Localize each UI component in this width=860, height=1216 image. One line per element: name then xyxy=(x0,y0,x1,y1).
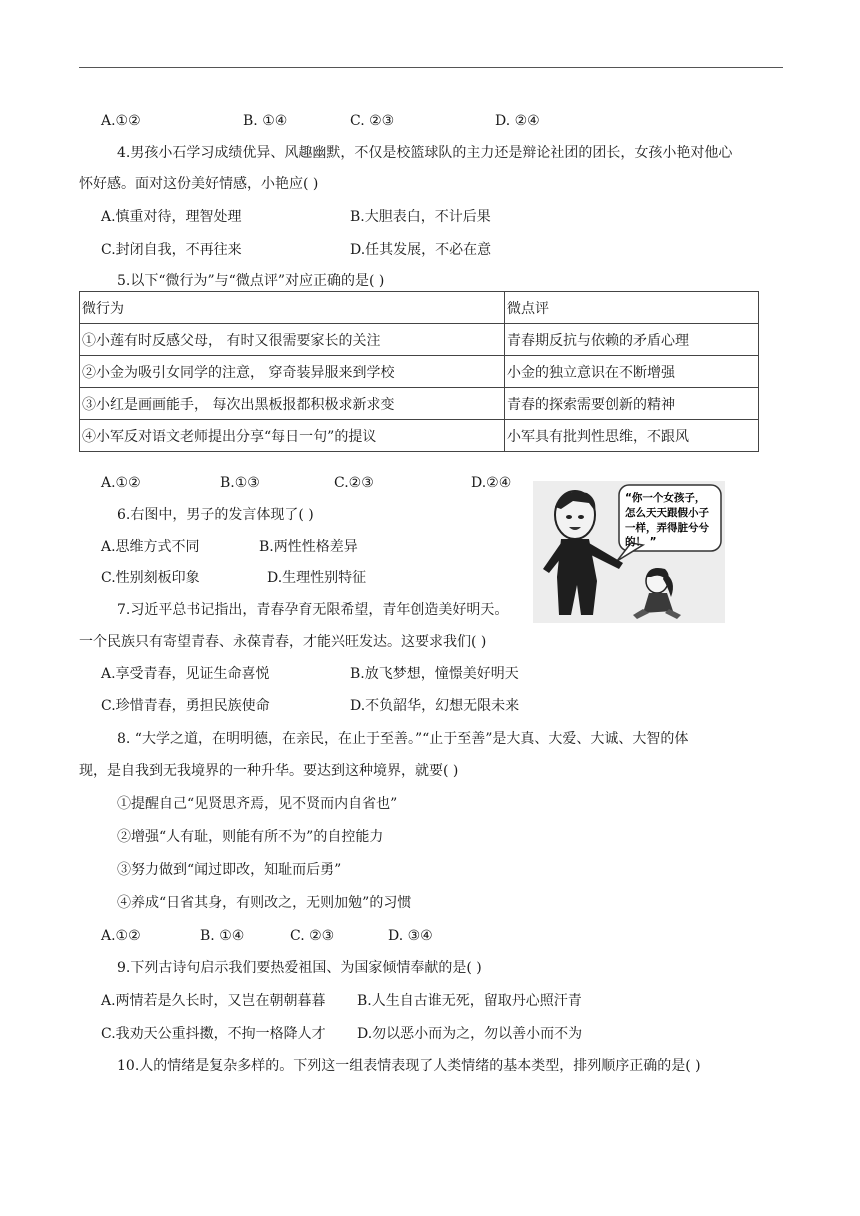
speech-line-4: 的！ ” xyxy=(625,536,657,548)
q6-option-c: C.性别刻板印象 xyxy=(101,570,200,586)
table-row xyxy=(80,324,759,356)
table-cell: ④小军反对语文老师提出分享“每日一句”的提议 xyxy=(80,420,505,452)
cartoon-illustration xyxy=(533,481,725,623)
q6-stem: 6.右图中，男子的发言体现了( ) xyxy=(117,507,314,523)
table-row xyxy=(80,388,759,420)
q5-option-c: C.②③ xyxy=(334,475,374,491)
table-cell: 小军具有批判性思维，不跟风 xyxy=(505,420,759,452)
header-rule xyxy=(79,67,783,68)
q3-option-c: C. ②③ xyxy=(350,113,395,129)
q5-option-d: D.②④ xyxy=(471,475,512,491)
q9-option-a: A.两情若是久长时，又岂在朝朝暮暮 xyxy=(101,993,326,1009)
q7-option-c: C.珍惜青春，勇担民族使命 xyxy=(101,698,270,714)
q5-option-a: A.①② xyxy=(101,475,141,491)
q5-option-b: B.①③ xyxy=(220,475,260,491)
table-cell: 小金的独立意识在不断增强 xyxy=(505,356,759,388)
q6-option-b: B.两性性格差异 xyxy=(259,539,358,555)
q9-option-b: B.人生自古谁无死，留取丹心照汗青 xyxy=(357,993,582,1009)
q9-option-c: C.我劝天公重抖擞，不拘一格降人才 xyxy=(101,1026,326,1042)
table-header-row xyxy=(80,292,759,324)
table-cell: ①小莲有时反感父母， 有时又很需要家长的关注 xyxy=(80,324,505,356)
q8-option-b: B. ①④ xyxy=(200,928,245,944)
q3-option-b: B. ①④ xyxy=(243,113,288,129)
q5-stem: 5.以下“微行为”与“微点评”对应正确的是( ) xyxy=(117,273,385,289)
q4-option-b: B.大胆表白，不计后果 xyxy=(350,209,491,225)
table-row xyxy=(80,420,759,452)
table-header-cell: 微点评 xyxy=(505,292,759,324)
q8-option-c: C. ②③ xyxy=(290,928,335,944)
cartoon-image xyxy=(533,481,725,623)
q4-stem-line1: 4.男孩小石学习成绩优异、风趣幽默，不仅是校篮球队的主力还是辩论社团的团长，女孩小艳对他心 xyxy=(117,145,733,161)
q10-stem: 10.人的情绪是复杂多样的。下列这一组表情表现了人类情绪的基本类型，排列顺序正确的是( ) xyxy=(117,1058,701,1074)
q3-option-a: A.①② xyxy=(101,113,141,129)
q7-option-a: A.享受青春，见证生命喜悦 xyxy=(101,666,270,682)
speech-line-1: “你一个女孩子， xyxy=(625,492,706,504)
q8-item-4: ④养成“日省其身，有则改之，无则加勉”的习惯 xyxy=(117,895,412,911)
q8-stem-line1: 8. “大学之道，在明明德，在亲民，在止于至善。”“止于至善”是大真、大爱、大诚、大智的体 xyxy=(117,731,689,747)
q7-option-d: D.不负韶华，幻想无限未来 xyxy=(350,698,520,714)
q7-stem-line1: 7.习近平总书记指出，青春孕育无限希望，青年创造美好明天。 xyxy=(117,602,509,618)
table-cell: ②小金为吸引女同学的注意， 穿奇装异服来到学校 xyxy=(80,356,505,388)
table-cell: ③小红是画画能手， 每次出黑板报都积极求新求变 xyxy=(80,388,505,420)
q8-option-a: A.①② xyxy=(101,928,141,944)
q7-stem-line2: 一个民族只有寄望青春、永葆青春，才能兴旺发达。这要求我们( ) xyxy=(79,634,487,650)
q8-option-d: D. ③④ xyxy=(388,928,433,944)
q8-stem-line2: 现，是自我到无我境界的一种升华。要达到这种境界，就要( ) xyxy=(79,763,459,779)
q4-option-c: C.封闭自我，不再往来 xyxy=(101,242,242,258)
table-cell: 青春期反抗与依赖的矛盾心理 xyxy=(505,324,759,356)
speech-line-3: 一样，弄得脏兮兮 xyxy=(625,522,709,534)
q8-item-2: ②增强“人有耻，则能有所不为”的自控能力 xyxy=(117,829,384,845)
q4-option-a: A.慎重对待，理智处理 xyxy=(101,209,242,225)
q7-option-b: B.放飞梦想，憧憬美好明天 xyxy=(350,666,519,682)
q6-option-d: D.生理性别特征 xyxy=(267,570,367,586)
table-row xyxy=(80,356,759,388)
q6-option-a: A.思维方式不同 xyxy=(101,539,200,555)
q8-item-1: ①提醒自己“见贤思齐焉，见不贤而内自省也” xyxy=(117,796,398,812)
q8-item-3: ③努力做到“闻过即改，知耻而后勇” xyxy=(117,862,342,878)
table-header-cell: 微行为 xyxy=(80,292,505,324)
speech-line-2: 怎么天天跟假小子 xyxy=(625,507,709,519)
q9-stem: 9.下列古诗句启示我们要热爱祖国、为国家倾情奉献的是( ) xyxy=(117,960,482,976)
q3-option-d: D. ②④ xyxy=(495,113,540,129)
table-cell: 青春的探索需要创新的精神 xyxy=(505,388,759,420)
q5-table xyxy=(79,291,759,452)
q9-option-d: D.勿以恶小而为之，勿以善小而不为 xyxy=(357,1026,583,1042)
q4-stem-line2: 怀好感。面对这份美好情感，小艳应( ) xyxy=(79,176,319,192)
q4-option-d: D.任其发展，不必在意 xyxy=(350,242,492,258)
